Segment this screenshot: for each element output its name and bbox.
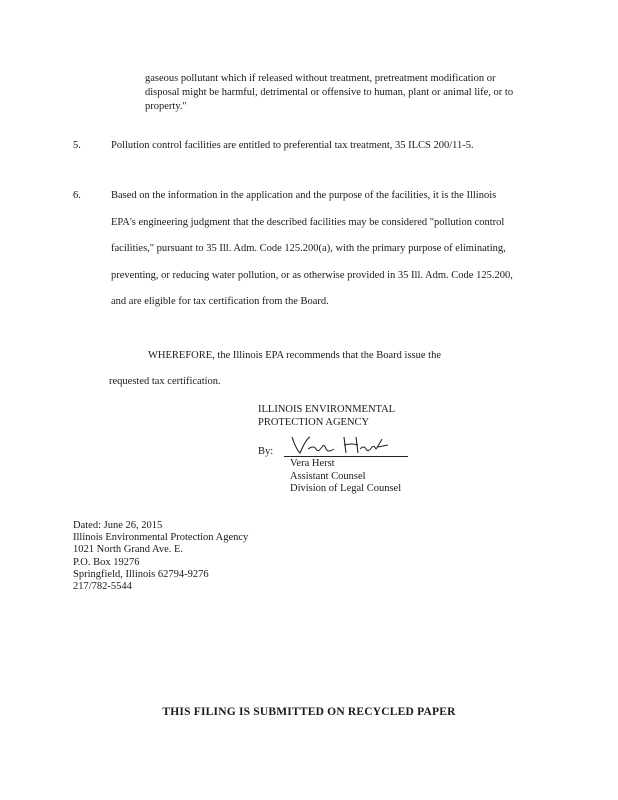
quote-line: gaseous pollutant which if released without treatment, pretreatment modification or: [145, 73, 496, 84]
item-text: [111, 189, 543, 309]
signer-details: [290, 458, 450, 496]
item-line: preventing, or reducing water pollution, or as otherwise provided in 35 Ill. Adm. Code 125.200,: [111, 269, 513, 281]
item-line: EPA's engineering judgment that the described facilities may be considered "pollution control: [111, 216, 505, 228]
recycled-paper-footer: THIS FILING IS SUBMITTED ON RECYCLED PAPER: [162, 706, 456, 718]
item-text: [111, 139, 541, 153]
dated-address-block: [73, 520, 333, 593]
dated-line: Dated: June 26, 2015: [73, 520, 163, 531]
phone-line: 217/782-5544: [73, 581, 132, 593]
item-number: 5.: [73, 140, 81, 151]
org-line-1: ILLINOIS ENVIRONMENTAL: [258, 404, 396, 415]
item-line: Pollution control facilities are entitled to preferential tax treatment, 35 ILCS 200/11-5.: [111, 140, 474, 151]
quote-line: disposal might be harmful, detrimental or offensive to human, plant or animal life, or to: [145, 87, 514, 98]
signer-name: Vera Herst: [290, 458, 335, 469]
item-line: and are eligible for tax certification from the Board.: [111, 296, 329, 307]
wherefore-line-2: requested tax certification.: [109, 376, 221, 387]
by-label: By:: [258, 446, 274, 457]
item-number: 6.: [73, 190, 81, 201]
signer-title: Assistant Counsel: [290, 470, 366, 482]
address-line: 1021 North Grand Ave. E.: [73, 544, 184, 556]
signature-line: [258, 433, 418, 459]
org-line-2: PROTECTION AGENCY: [258, 416, 370, 428]
signature-org: [258, 404, 438, 429]
quote-continuation: [145, 72, 545, 114]
wherefore-text-1: WHEREFORE, the Illinois EPA recommends that the Board issue the: [148, 350, 441, 361]
address-line: P.O. Box 19276: [73, 556, 140, 568]
wherefore-paragraph: [109, 343, 542, 395]
signature-rule: [284, 456, 408, 457]
quote-line: property.": [145, 101, 187, 112]
address-line: Springfield, Illinois 62794-9276: [73, 568, 209, 580]
item-line: facilities," pursuant to 35 Ill. Adm. Code 125.200(a), with the primary purpose of eliminating,: [111, 243, 506, 254]
item-line: Based on the information in the application and the purpose of the facilities, it is the Illinois: [111, 190, 497, 201]
signer-division: Division of Legal Counsel: [290, 483, 402, 494]
wherefore-line-1: [112, 343, 542, 369]
address-line: Illinois Environmental Protection Agency: [73, 532, 249, 544]
